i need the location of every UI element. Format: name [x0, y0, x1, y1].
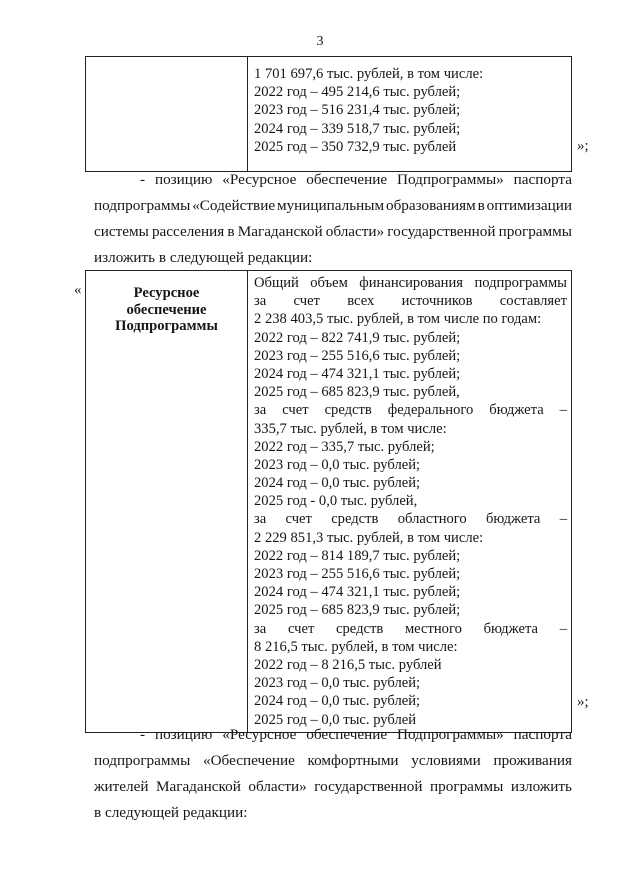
word: программы: [498, 223, 572, 240]
word: системы: [94, 223, 149, 240]
word: –: [559, 511, 567, 528]
word: счет: [293, 293, 320, 310]
word: подпрограммы: [474, 275, 567, 291]
word: обеспечение: [306, 171, 388, 188]
closing-quote-2: »;: [577, 694, 589, 710]
funding-line: [254, 274, 567, 292]
word: подпрограммы: [94, 197, 191, 214]
funding-line: 2 229 851,3 тыс. рублей, в том числе:: [254, 529, 484, 546]
empty-label-cell: [86, 57, 248, 172]
funding-line: 2023 год – 0,0 тыс. рублей;: [254, 456, 421, 473]
funding-line: 2023 год – 255 516,6 тыс. рублей;: [254, 347, 461, 364]
word: области»: [248, 778, 307, 795]
instruction-paragraph-1: [94, 167, 572, 271]
word: за: [254, 511, 267, 528]
funding-line: 2025 год – 685 823,9 тыс. рублей,: [254, 384, 460, 401]
funding-line: 2022 год – 814 189,7 тыс. рублей;: [254, 547, 461, 564]
word: образованиям: [385, 197, 476, 214]
funding-line: 2023 год – 516 231,4 тыс. рублей;: [254, 102, 461, 119]
word: государственной: [314, 778, 423, 795]
word: бюджета: [483, 620, 539, 637]
word: в: [227, 223, 235, 240]
word: –: [559, 620, 567, 637]
word: подпрограммы: [94, 752, 191, 769]
funding-line: 2 238 403,5 тыс. рублей, в том числе по годам:: [254, 311, 542, 328]
word: позицию: [154, 726, 213, 743]
word: средств: [336, 620, 384, 637]
funding-line: 2024 год – 474 321,1 тыс. рублей;: [254, 365, 461, 382]
word: Общий: [254, 275, 299, 291]
word: счет: [282, 402, 309, 419]
word: «Обеспечение: [203, 752, 295, 769]
word: в: [477, 197, 485, 214]
word: паспорта: [513, 726, 572, 743]
word: изложить: [510, 778, 572, 795]
funding-line: 2024 год – 0,0 тыс. рублей;: [254, 475, 421, 492]
word: бюджета: [486, 511, 541, 528]
funding-line: [254, 510, 567, 528]
funding-line: 1 701 697,6 тыс. рублей, в том числе:: [254, 66, 484, 82]
funding-line: 2022 год – 495 214,6 тыс. рублей;: [254, 84, 461, 101]
word: в следующей редакции:: [94, 804, 248, 821]
funding-line: [254, 292, 567, 310]
word: –: [559, 402, 567, 419]
funding-line: 2022 год – 8 216,5 тыс. рублей: [254, 656, 442, 673]
opening-quote-2: «: [74, 282, 82, 298]
word: бюджета: [489, 402, 544, 419]
word: счет: [285, 511, 312, 528]
funding-line: 2025 год - 0,0 тыс. рублей,: [254, 493, 418, 510]
word: за: [254, 402, 267, 419]
word: расселения: [151, 223, 225, 240]
word: проживания: [493, 752, 572, 769]
word: паспорта: [513, 171, 572, 188]
funding-cell-top: [248, 57, 572, 172]
label-cell-resource: [86, 271, 248, 733]
paragraph-line: [94, 774, 572, 800]
word: комфортными: [307, 752, 399, 769]
word: составляет: [499, 293, 567, 310]
word: обеспечение: [306, 726, 388, 743]
paragraph-line: [94, 800, 572, 826]
funding-line: 2025 год – 685 823,9 тыс. рублей;: [254, 602, 461, 619]
word: программы: [430, 778, 504, 795]
funding-line: 8 216,5 тыс. рублей, в том числе:: [254, 638, 458, 655]
word: за: [254, 620, 267, 637]
funding-line: 2023 год – 0,0 тыс. рублей;: [254, 675, 421, 692]
funding-cell-main: [248, 271, 572, 733]
label-line: Ресурсное: [133, 285, 200, 301]
page-number: 3: [316, 34, 324, 49]
paragraph-line: [94, 167, 572, 193]
funding-line: 2024 год – 474 321,1 тыс. рублей;: [254, 584, 461, 601]
word: местного: [404, 620, 462, 637]
paragraph-line: [94, 748, 572, 774]
funding-line: 2023 год – 255 516,6 тыс. рублей;: [254, 566, 461, 582]
word: муниципальным: [276, 197, 385, 214]
word: -: [140, 726, 146, 743]
word: оптимизации: [486, 197, 572, 214]
word: средств: [331, 511, 379, 528]
word: «Ресурсное: [222, 726, 297, 743]
word: Подпрограммы»: [397, 171, 504, 188]
funding-line: [254, 620, 567, 638]
word: Магаданской: [155, 778, 241, 795]
word: условиями: [411, 752, 481, 769]
paragraph-line: [94, 219, 572, 245]
instruction-paragraph-2: [94, 722, 572, 826]
word: -: [140, 171, 146, 188]
label-line: Подпрограммы: [115, 318, 218, 334]
word: счет: [287, 620, 315, 637]
label-line: обеспечение: [126, 301, 207, 318]
word: позицию: [154, 171, 213, 188]
funding-line: 2025 год – 350 732,9 тыс. рублей: [254, 138, 457, 155]
word: «Ресурсное: [222, 171, 297, 188]
funding-line: [254, 401, 567, 419]
funding-lines-top: [254, 65, 567, 156]
label-resource-provision: [86, 285, 247, 335]
word: объем: [310, 275, 348, 291]
paragraph-line: [94, 245, 572, 271]
funding-line: 2025 год – 0,0 тыс. рублей: [254, 711, 417, 728]
word: областного: [397, 511, 467, 528]
word: Подпрограммы»: [397, 726, 504, 743]
word: изложить в следующей редакции:: [94, 249, 313, 266]
funding-table-main: [85, 270, 572, 733]
funding-line: 335,7 тыс. рублей, в том числе:: [254, 420, 447, 437]
word: «Содействие: [192, 197, 276, 214]
word: всех: [347, 293, 375, 310]
funding-lines-main: [254, 274, 567, 729]
word: средств: [324, 402, 372, 419]
word: финансирования: [359, 275, 464, 291]
word: области»: [325, 223, 385, 240]
funding-line: 2022 год – 335,7 тыс. рублей;: [254, 438, 435, 455]
word: источников: [401, 293, 473, 310]
word: федерального: [387, 402, 474, 419]
funding-line: 2024 год – 339 518,7 тыс. рублей;: [254, 120, 461, 137]
funding-table-top: [85, 56, 572, 172]
word: Магаданской: [237, 223, 323, 240]
closing-quote-1: »;: [577, 138, 589, 154]
word: за: [254, 293, 267, 310]
funding-line: 2022 год – 822 741,9 тыс. рублей;: [254, 329, 461, 346]
paragraph-line: [94, 193, 572, 219]
paragraph-line: [94, 722, 572, 748]
word: жителей: [94, 778, 149, 795]
funding-line: 2024 год – 0,0 тыс. рублей;: [254, 693, 421, 710]
word: государственной: [387, 223, 496, 240]
